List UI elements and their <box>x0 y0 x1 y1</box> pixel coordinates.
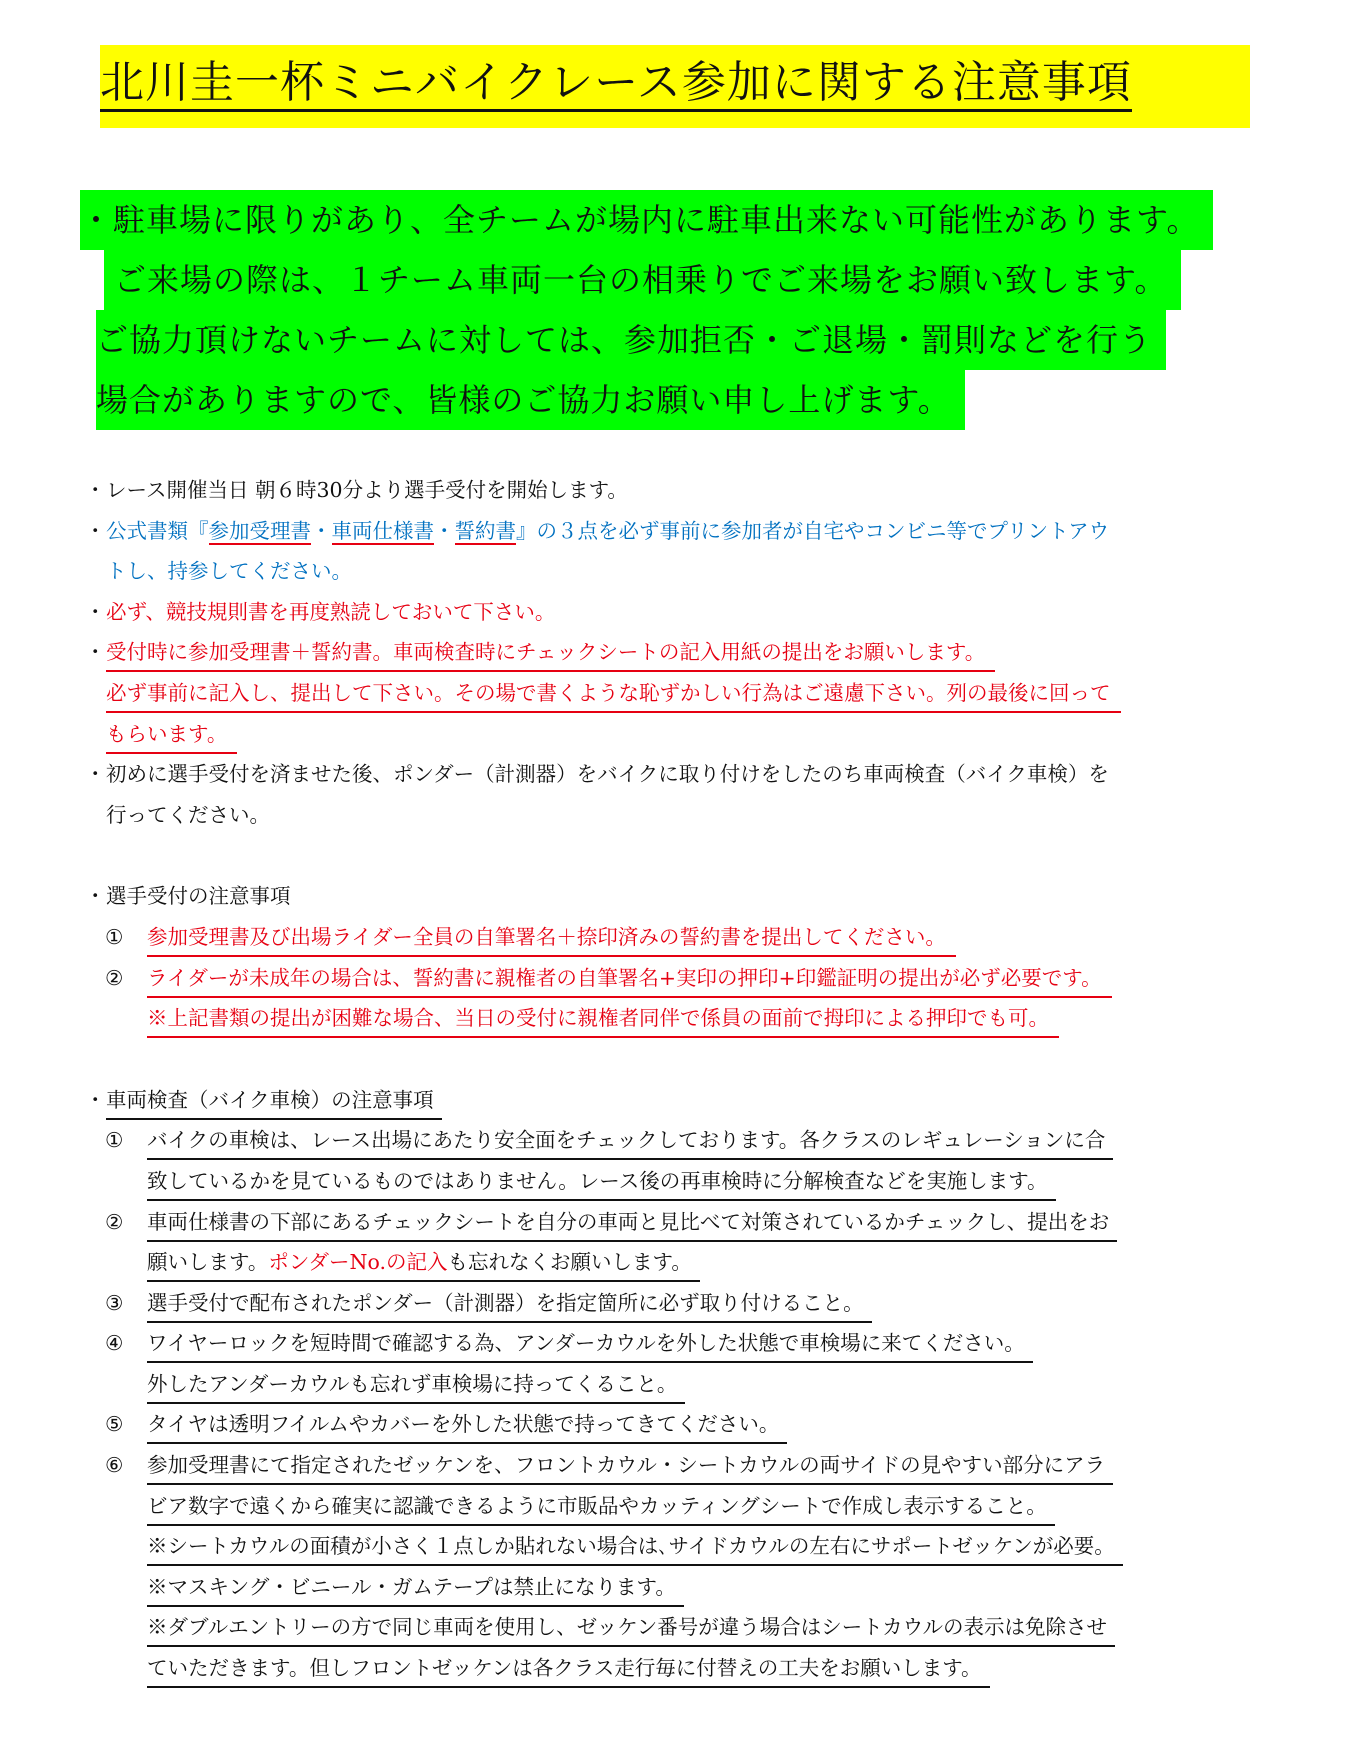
text-segment: 車両検査（バイク車検）の注意事項 <box>106 1087 434 1112</box>
text-segment: 外したアンダーカウルも忘れず車検場に持ってくること。 <box>147 1371 678 1396</box>
document-name-highlight: 参加受理書 <box>208 518 311 543</box>
text-segment: 致しているかを見ているものではありません。レース後の再車検時に分解検査などを実施します。 <box>147 1168 1048 1193</box>
note-text <box>147 960 1112 998</box>
parking-notice-line: ご協力頂けないチームに対しては、参加拒否・ご退場・罰則などを行う <box>96 310 1166 370</box>
note-line <box>85 1366 1285 1407</box>
note-text <box>106 1082 442 1120</box>
note-text <box>147 1244 700 1282</box>
note-line <box>85 513 1285 554</box>
bullet-marker: ・ <box>85 599 106 624</box>
note-text <box>147 1325 1033 1363</box>
text-segment: ビア数字で遠くから確実に認識できるように市販品やカッティングシートで作成し表示すること。 <box>147 1493 1047 1518</box>
note-line <box>85 960 1285 1001</box>
text-segment: 選手受付の注意事項 <box>106 884 291 909</box>
notes-body <box>85 472 1285 1691</box>
note-line <box>85 1406 1285 1447</box>
bullet-marker: ・ <box>85 640 106 665</box>
note-text <box>147 1650 990 1688</box>
note-line <box>85 919 1285 960</box>
text-segment: ※上記書類の提出が困難な場合、当日の受付に親権者同伴で係員の面前で拇印による押印でも可。 <box>147 1006 1049 1031</box>
spacer <box>85 1041 1285 1082</box>
note-line <box>85 553 1285 594</box>
text-segment: ※ダブルエントリーの方で同じ車両を使用し、ゼッケン番号が違う場合はシートカウルの表示は免除させ <box>147 1615 1108 1640</box>
bullet-marker: ・ <box>85 884 106 909</box>
item-number: ① <box>105 924 124 949</box>
parking-notice <box>80 190 1213 430</box>
note-text <box>147 1122 1113 1160</box>
text-segment: ※マスキング・ビニール・ガムテープは禁止になります。 <box>147 1574 676 1599</box>
text-segment: 願いします。 <box>147 1250 269 1275</box>
document-name-highlight: 誓約書 <box>454 518 516 543</box>
note-text <box>147 1569 684 1607</box>
note-text <box>106 797 270 833</box>
note-text <box>147 919 956 957</box>
text-segment: も忘れなくお願いします。 <box>447 1250 692 1275</box>
text-segment: 行ってください。 <box>106 802 270 827</box>
item-number: ① <box>105 1128 124 1153</box>
note-text <box>147 1000 1059 1038</box>
note-line <box>85 1082 1285 1123</box>
note-text <box>106 756 1109 792</box>
text-segment: もらいます。 <box>106 721 228 746</box>
note-text <box>147 1609 1115 1647</box>
bullet-marker: ・ <box>85 1087 106 1112</box>
text-segment: トし、持参してください。 <box>106 559 352 584</box>
text-segment: ・ <box>311 518 332 543</box>
item-number: ③ <box>105 1290 124 1315</box>
text-segment: タイヤは透明フイルムやカバーを外した状態で持ってきてください。 <box>147 1412 780 1437</box>
note-text <box>106 675 1121 713</box>
note-line <box>85 594 1285 635</box>
document-title-banner <box>100 45 1250 128</box>
item-number: ② <box>105 1209 124 1234</box>
text-segment: ワイヤーロックを短時間で確認する為、アンダーカウルを外した状態で車検場に来てください。 <box>147 1331 1025 1356</box>
note-line <box>85 1447 1285 1488</box>
text-segment: バイクの車検は、レース出場にあたり安全面をチェックしております。各クラスのレギュレーションに合 <box>147 1128 1106 1153</box>
note-text <box>147 1204 1117 1242</box>
note-text <box>106 553 352 589</box>
note-text <box>147 1528 1123 1566</box>
note-text <box>106 594 555 630</box>
note-line <box>85 797 1285 838</box>
note-line <box>85 1163 1285 1204</box>
text-segment: ていただきます。但しフロントゼッケンは各クラス走行毎に付替えの工夫をお願いします。 <box>147 1656 982 1681</box>
note-text <box>106 634 995 672</box>
note-line <box>85 716 1285 757</box>
text-segment: ポンダーNo.の記入 <box>268 1250 448 1275</box>
note-text <box>106 878 291 914</box>
item-number: ④ <box>105 1331 124 1356</box>
note-text <box>147 1447 1113 1485</box>
text-segment: ・ <box>434 518 455 543</box>
note-line <box>85 1122 1285 1163</box>
note-line <box>85 1244 1285 1285</box>
bullet-marker: ・ <box>85 478 106 502</box>
note-text <box>147 1163 1056 1201</box>
note-line <box>85 1285 1285 1326</box>
note-line <box>85 1569 1285 1610</box>
note-line <box>85 1528 1285 1569</box>
parking-notice-line: 場合がありますので、皆様のご協力お願い申し上げます。 <box>96 370 965 430</box>
parking-notice-line: ご来場の際は、１チーム車両一台の相乗りでご来場をお願い致します。 <box>104 250 1181 310</box>
item-number: ② <box>105 965 124 990</box>
note-line <box>85 1325 1285 1366</box>
text-segment: 必ず、競技規則書を再度熟読しておいて下さい。 <box>106 599 556 624</box>
note-line <box>85 1204 1285 1245</box>
text-segment: ※シートカウルの面積が小さく１点しか貼れない場合は､サイドカウルの左右にサポートゼッケンが必要。 <box>147 1534 1115 1559</box>
text-segment: 車両仕様書の下部にあるチェックシートを自分の車両と見比べて対策されているかチェックし、提出をお <box>147 1209 1110 1234</box>
note-text <box>106 716 237 754</box>
note-line <box>85 878 1285 919</box>
bullet-marker: ・ <box>85 762 106 787</box>
spacer <box>85 837 1285 878</box>
item-number: ⑥ <box>105 1453 124 1478</box>
note-line <box>85 1488 1285 1529</box>
note-line <box>85 1650 1285 1691</box>
bullet-marker: ・ <box>85 518 106 543</box>
text-segment: 選手受付で配布されたポンダー（計測器）を指定箇所に必ず取り付けること。 <box>147 1290 864 1315</box>
note-text <box>147 1285 872 1323</box>
note-line <box>85 634 1285 675</box>
note-line <box>85 675 1285 716</box>
note-text <box>106 472 628 508</box>
note-text <box>106 513 1109 549</box>
text-segment: 受付時に参加受理書＋誓約書。車両検査時にチェックシートの記入用紙の提出をお願いします。 <box>106 640 986 665</box>
text-segment: 参加受理書にて指定されたゼッケンを、フロントカウル・シートカウルの両サイドの見やすい部分にアラ <box>147 1453 1106 1478</box>
note-line <box>85 1000 1285 1041</box>
text-segment: 』の３点を必ず事前に参加者が自宅やコンビニ等でプリントアウ <box>516 518 1110 543</box>
text-segment: 公式書類『 <box>106 518 209 543</box>
parking-notice-line: ・駐車場に限りがあり、全チームが場内に駐車出来ない可能性があります。 <box>80 190 1213 250</box>
document-title: 北川圭一杯ミニバイクレース参加に関する注意事項 <box>100 57 1132 112</box>
text-segment: 参加受理書及び出場ライダー全員の自筆署名＋捺印済みの誓約書を提出してください。 <box>147 924 946 949</box>
document-name-highlight: 車両仕様書 <box>331 518 434 543</box>
note-text <box>147 1406 787 1444</box>
note-text <box>147 1366 685 1404</box>
note-line <box>85 1609 1285 1650</box>
note-line <box>85 472 1285 513</box>
note-text <box>147 1488 1055 1526</box>
item-number: ⑤ <box>105 1412 124 1437</box>
text-segment: 初めに選手受付を済ませた後、ポンダー（計測器）をバイクに取り付けをしたのち車両検査（バイク車検）を <box>106 762 1109 787</box>
note-line <box>85 756 1285 797</box>
text-segment: ライダーが未成年の場合は、誓約書に親権者の自筆署名+実印の押印+印鑑証明の提出が必ず必要です。 <box>147 965 1102 990</box>
text-segment: 必ず事前に記入し、提出して下さい。その場で書くような恥ずかしい行為はご遠慮下さい。列の最後に回って <box>106 680 1111 705</box>
text-segment: レース開催当日 朝６時30分より選手受付を開始します。 <box>106 478 628 502</box>
